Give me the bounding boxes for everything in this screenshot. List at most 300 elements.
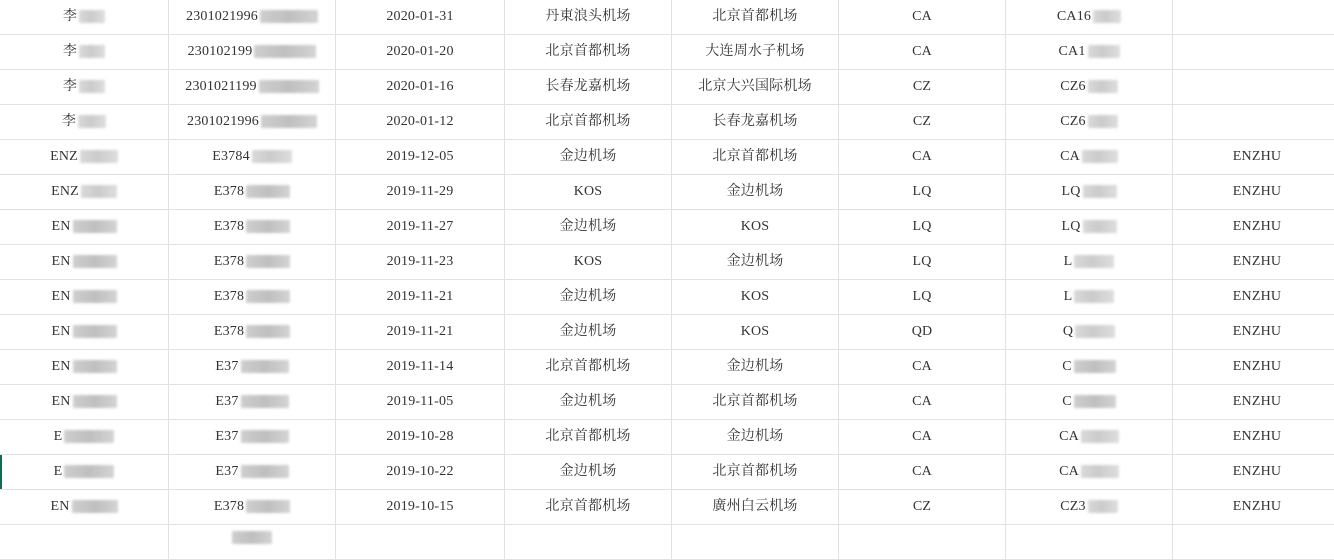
cell-airline_code[interactable] [839, 350, 1006, 385]
cell-id_number[interactable] [169, 315, 336, 350]
cell-flight_date[interactable] [336, 245, 505, 280]
cell-airline_code[interactable] [839, 280, 1006, 315]
table-row[interactable] [0, 35, 1334, 70]
cell-airline_code[interactable] [839, 0, 1006, 35]
cell-content [560, 315, 617, 349]
cell-text: 李 [62, 105, 76, 139]
cell-agent_code[interactable] [1173, 140, 1334, 175]
cell-content [386, 490, 453, 524]
cell-text: 金边机场 [727, 245, 784, 279]
cell-content [913, 70, 931, 104]
cell-agent_code[interactable] [1173, 70, 1334, 105]
cell-content [741, 315, 770, 349]
cell-departure_airport[interactable] [505, 140, 672, 175]
cell-content [51, 350, 116, 384]
cell-arrival_airport[interactable] [672, 0, 839, 35]
cell-flight_date[interactable] [336, 280, 505, 315]
cell-text: E [54, 420, 63, 454]
cell-agent_code[interactable] [1173, 420, 1334, 455]
cell-text: E378 [214, 175, 244, 209]
cell-text: 2020-01-20 [386, 35, 453, 69]
redacted-text-block [79, 10, 105, 23]
cell-agent_code[interactable] [1173, 105, 1334, 140]
redacted-text-block [1074, 290, 1114, 303]
cell-passenger_name[interactable] [0, 280, 169, 315]
cell-text: ENZHU [1233, 280, 1281, 314]
cell-text: 2019-11-21 [387, 280, 454, 314]
cell-content [212, 140, 292, 174]
cell-text: 2020-01-16 [386, 70, 453, 104]
redacted-text-block [241, 430, 289, 443]
cell-text: ENZHU [1233, 245, 1281, 279]
cell-text: CA [912, 420, 932, 454]
cell-departure_airport[interactable] [505, 175, 672, 210]
cell-flight_date[interactable] [336, 490, 505, 525]
cell-passenger_name[interactable] [0, 70, 169, 105]
cell-text: CZ [913, 105, 931, 139]
cell-id_number[interactable] [169, 420, 336, 455]
redacted-text-block [1081, 430, 1119, 443]
cell-id_number[interactable] [169, 35, 336, 70]
cell-flight_number[interactable] [1006, 385, 1173, 420]
cell-id_number[interactable] [169, 0, 336, 35]
cell-content [545, 490, 630, 524]
cell-passenger_name[interactable] [0, 490, 169, 525]
cell-content [1233, 140, 1281, 174]
redacted-text-block [254, 45, 316, 58]
cell-departure_airport[interactable] [505, 245, 672, 280]
cell-content [545, 420, 630, 454]
cell-content [187, 105, 317, 139]
cell-id_number[interactable] [169, 175, 336, 210]
cell-departure_airport[interactable] [505, 280, 672, 315]
cell-airline_code[interactable] [839, 420, 1006, 455]
cell-departure_airport[interactable] [505, 35, 672, 70]
cell-airline_code[interactable] [839, 525, 1006, 560]
cell-flight_number[interactable] [1006, 210, 1173, 245]
cell-arrival_airport[interactable] [672, 245, 839, 280]
cell-flight_number[interactable] [1006, 140, 1173, 175]
cell-text: 2019-11-21 [387, 315, 454, 349]
redacted-text-block [73, 325, 117, 338]
cell-content [50, 140, 118, 174]
table-row[interactable] [0, 0, 1334, 35]
cell-passenger_name[interactable] [0, 210, 169, 245]
cell-text: 李 [63, 70, 77, 104]
cell-content [214, 210, 290, 244]
cell-departure_airport[interactable] [505, 210, 672, 245]
cell-arrival_airport[interactable] [672, 315, 839, 350]
cell-id_number[interactable] [169, 490, 336, 525]
cell-id_number[interactable] [169, 140, 336, 175]
redacted-text-block [252, 150, 292, 163]
redacted-text-block [79, 45, 105, 58]
cell-airline_code[interactable] [839, 35, 1006, 70]
redacted-text-block [1088, 115, 1118, 128]
table-row[interactable] [0, 105, 1334, 140]
cell-text: CZ6 [1060, 70, 1086, 104]
cell-agent_code[interactable] [1173, 490, 1334, 525]
cell-id_number[interactable] [169, 350, 336, 385]
cell-text: CZ [913, 70, 931, 104]
cell-text: CA16 [1057, 0, 1091, 34]
cell-content [185, 70, 318, 104]
cell-content [1058, 35, 1119, 69]
cell-content [387, 280, 454, 314]
cell-text: 金边机场 [560, 280, 617, 314]
cell-airline_code[interactable] [839, 245, 1006, 280]
table-row[interactable] [0, 210, 1334, 245]
cell-passenger_name[interactable] [0, 245, 169, 280]
cell-agent_code[interactable] [1173, 455, 1334, 490]
cell-id_number[interactable] [169, 455, 336, 490]
redacted-text-block [246, 255, 290, 268]
cell-text: E37 [215, 420, 238, 454]
cell-agent_code[interactable] [1173, 210, 1334, 245]
cell-content [912, 455, 932, 489]
cell-content [727, 175, 784, 209]
cell-text: CA [912, 455, 932, 489]
cell-content [386, 0, 453, 34]
cell-content [386, 70, 453, 104]
cell-arrival_airport[interactable] [672, 280, 839, 315]
cell-content [1233, 490, 1281, 524]
cell-agent_code[interactable] [1173, 385, 1334, 420]
cell-content [727, 420, 784, 454]
cell-text: 2019-11-05 [387, 385, 454, 419]
cell-text: 2019-11-23 [387, 245, 454, 279]
redacted-text-block [1088, 80, 1118, 93]
table-row[interactable] [0, 280, 1334, 315]
cell-passenger_name[interactable] [0, 350, 169, 385]
cell-content [545, 105, 630, 139]
cell-content [912, 385, 932, 419]
table-row[interactable] [0, 140, 1334, 175]
cell-arrival_airport[interactable] [672, 105, 839, 140]
cell-arrival_airport[interactable] [672, 420, 839, 455]
cell-flight_number[interactable] [1006, 0, 1173, 35]
cell-arrival_airport[interactable] [672, 35, 839, 70]
cell-text: 李 [63, 35, 77, 69]
cell-text: CA [912, 350, 932, 384]
redacted-text-block [241, 395, 289, 408]
cell-text: 2019-12-05 [386, 140, 453, 174]
cell-content [912, 280, 931, 314]
cell-airline_code[interactable] [839, 385, 1006, 420]
cell-text: 北京首都机场 [712, 0, 797, 34]
cell-content [1064, 245, 1115, 279]
cell-text: 2019-11-14 [387, 350, 454, 384]
cell-content [560, 455, 617, 489]
cell-passenger_name[interactable] [0, 385, 169, 420]
cell-agent_code[interactable] [1173, 35, 1334, 70]
cell-content [215, 350, 288, 384]
cell-agent_code[interactable] [1173, 0, 1334, 35]
cell-arrival_airport[interactable] [672, 455, 839, 490]
redacted-text-block [1083, 220, 1117, 233]
cell-content [63, 0, 105, 34]
cell-text: CA [1059, 420, 1079, 454]
cell-content [51, 210, 116, 244]
cell-agent_code[interactable] [1173, 350, 1334, 385]
cell-content [387, 350, 454, 384]
cell-flight_number[interactable] [1006, 70, 1173, 105]
cell-content [712, 0, 797, 34]
cell-text: KOS [741, 280, 770, 314]
cell-text: 金边机场 [560, 455, 617, 489]
table-row-partial[interactable] [0, 525, 1334, 560]
cell-content [54, 420, 115, 454]
cell-arrival_airport[interactable] [672, 525, 839, 560]
cell-departure_airport[interactable] [505, 525, 672, 560]
cell-passenger_name[interactable] [0, 525, 169, 560]
cell-text: L [1064, 245, 1073, 279]
cell-flight_date[interactable] [336, 350, 505, 385]
redacted-text-block [246, 290, 290, 303]
cell-content [1060, 70, 1118, 104]
redacted-text-block [1081, 465, 1119, 478]
cell-flight_number[interactable] [1006, 420, 1173, 455]
cell-text: ENZHU [1233, 350, 1281, 384]
cell-id_number[interactable] [169, 245, 336, 280]
cell-content [912, 175, 931, 209]
cell-id_number[interactable] [169, 385, 336, 420]
cell-text: EN [51, 315, 70, 349]
cell-departure_airport[interactable] [505, 455, 672, 490]
row-selection-marker [0, 455, 2, 489]
table-row[interactable] [0, 175, 1334, 210]
cell-agent_code[interactable] [1173, 175, 1334, 210]
redacted-text-block [1088, 45, 1120, 58]
cell-text: KOS [741, 210, 770, 244]
cell-content [1233, 280, 1281, 314]
redacted-text-block [79, 80, 105, 93]
cell-content [1063, 315, 1115, 349]
cell-id_number[interactable] [169, 210, 336, 245]
cell-flight_date[interactable] [336, 70, 505, 105]
cell-content [1233, 175, 1281, 209]
cell-text: 230102199 [188, 35, 253, 69]
cell-id_number[interactable] [169, 280, 336, 315]
cell-content [1062, 385, 1116, 419]
cell-text: ENZHU [1233, 175, 1281, 209]
cell-content [51, 175, 117, 209]
cell-text: CZ [913, 490, 931, 524]
cell-flight_date[interactable] [336, 385, 505, 420]
redacted-text-block [246, 500, 290, 513]
cell-text: EN [51, 245, 70, 279]
cell-agent_code[interactable] [1173, 245, 1334, 280]
table-row[interactable] [0, 315, 1334, 350]
cell-content [387, 245, 454, 279]
cell-flight_date[interactable] [336, 210, 505, 245]
cell-text: 2020-01-12 [386, 105, 453, 139]
cell-content [63, 70, 105, 104]
cell-departure_airport[interactable] [505, 70, 672, 105]
cell-flight_number[interactable] [1006, 455, 1173, 490]
table-row[interactable] [0, 245, 1334, 280]
cell-flight_number[interactable] [1006, 245, 1173, 280]
cell-content [574, 245, 603, 279]
cell-content [51, 385, 116, 419]
cell-content [214, 315, 290, 349]
cell-departure_airport[interactable] [505, 385, 672, 420]
cell-text: 北京首都机场 [545, 350, 630, 384]
table-row[interactable] [0, 385, 1334, 420]
cell-content [913, 105, 931, 139]
cell-text: 2020-01-31 [386, 0, 453, 34]
cell-arrival_airport[interactable] [672, 175, 839, 210]
cell-content [386, 105, 453, 139]
cell-content [545, 0, 630, 34]
cell-content [214, 245, 290, 279]
cell-content [560, 210, 617, 244]
redacted-text-block [1093, 10, 1121, 23]
cell-passenger_name[interactable] [0, 315, 169, 350]
redacted-text-block [1088, 500, 1118, 513]
cell-flight_date[interactable] [336, 420, 505, 455]
cell-departure_airport[interactable] [505, 350, 672, 385]
cell-content [741, 280, 770, 314]
cell-flight_date[interactable] [336, 105, 505, 140]
cell-agent_code[interactable] [1173, 315, 1334, 350]
redacted-text-block [259, 80, 319, 93]
cell-content [214, 490, 290, 524]
cell-arrival_airport[interactable] [672, 140, 839, 175]
cell-text: C [1062, 385, 1072, 419]
cell-flight_date[interactable] [336, 455, 505, 490]
cell-airline_code[interactable] [839, 210, 1006, 245]
cell-id_number[interactable] [169, 70, 336, 105]
cell-content [912, 0, 932, 34]
cell-passenger_name[interactable] [0, 140, 169, 175]
cell-content [560, 385, 617, 419]
redacted-text-block [64, 430, 114, 443]
cell-content [1057, 0, 1121, 34]
cell-flight_date[interactable] [336, 315, 505, 350]
cell-passenger_name[interactable] [0, 420, 169, 455]
cell-airline_code[interactable] [839, 70, 1006, 105]
cell-passenger_name[interactable] [0, 175, 169, 210]
cell-airline_code[interactable] [839, 105, 1006, 140]
cell-arrival_airport[interactable] [672, 490, 839, 525]
cell-content [912, 210, 931, 244]
cell-id_number[interactable] [169, 105, 336, 140]
cell-flight_date[interactable] [336, 0, 505, 35]
table-row[interactable] [0, 350, 1334, 385]
cell-departure_airport[interactable] [505, 0, 672, 35]
cell-content [215, 420, 288, 454]
cell-arrival_airport[interactable] [672, 350, 839, 385]
cell-content [1059, 455, 1119, 489]
cell-content [51, 315, 116, 349]
cell-departure_airport[interactable] [505, 315, 672, 350]
cell-flight_number[interactable] [1006, 490, 1173, 525]
cell-flight_number[interactable] [1006, 280, 1173, 315]
cell-text: 金边机场 [727, 420, 784, 454]
redacted-text-block [241, 465, 289, 478]
table-row[interactable] [0, 70, 1334, 105]
cell-text: ENZ [51, 175, 79, 209]
cell-content [712, 490, 797, 524]
cell-text: CA [912, 0, 932, 34]
redacted-text-block [81, 185, 117, 198]
cell-airline_code[interactable] [839, 175, 1006, 210]
cell-flight_date[interactable] [336, 35, 505, 70]
cell-text: CZ3 [1060, 490, 1086, 524]
cell-arrival_airport[interactable] [672, 210, 839, 245]
cell-content [215, 455, 288, 489]
cell-flight_number[interactable] [1006, 350, 1173, 385]
cell-content [386, 455, 453, 489]
redacted-text-block [1074, 395, 1116, 408]
cell-content [545, 35, 630, 69]
cell-flight_number[interactable] [1006, 525, 1173, 560]
cell-flight_number[interactable] [1006, 315, 1173, 350]
table-row[interactable] [0, 490, 1334, 525]
cell-text: 金边机场 [560, 315, 617, 349]
cell-arrival_airport[interactable] [672, 70, 839, 105]
table-row[interactable] [0, 455, 1334, 490]
cell-departure_airport[interactable] [505, 420, 672, 455]
cell-passenger_name[interactable] [0, 455, 169, 490]
cell-content [51, 245, 116, 279]
cell-text: QD [912, 315, 933, 349]
redacted-text-block [1075, 325, 1115, 338]
cell-content [186, 0, 318, 34]
redacted-text-block [241, 360, 289, 373]
cell-content [232, 532, 272, 545]
cell-passenger_name[interactable] [0, 0, 169, 35]
cell-flight_number[interactable] [1006, 105, 1173, 140]
cell-departure_airport[interactable] [505, 490, 672, 525]
cell-flight_number[interactable] [1006, 35, 1173, 70]
cell-flight_date[interactable] [336, 140, 505, 175]
cell-text: L [1064, 280, 1073, 314]
redacted-text-block [246, 185, 290, 198]
cell-content [387, 175, 454, 209]
cell-agent_code[interactable] [1173, 280, 1334, 315]
cell-arrival_airport[interactable] [672, 385, 839, 420]
cell-flight_date[interactable] [336, 175, 505, 210]
cell-id_number[interactable] [169, 525, 336, 560]
cell-flight_date[interactable] [336, 525, 505, 560]
cell-passenger_name[interactable] [0, 105, 169, 140]
cell-text: 北京首都机场 [545, 420, 630, 454]
cell-airline_code[interactable] [839, 140, 1006, 175]
cell-content [912, 315, 933, 349]
cell-text: 长春龙嘉机场 [545, 70, 630, 104]
cell-text: EN [51, 210, 70, 244]
cell-passenger_name[interactable] [0, 35, 169, 70]
cell-content [63, 35, 105, 69]
cell-agent_code[interactable] [1173, 525, 1334, 560]
cell-content [1061, 210, 1116, 244]
cell-text: ENZHU [1233, 420, 1281, 454]
cell-departure_airport[interactable] [505, 105, 672, 140]
cell-content [712, 455, 797, 489]
cell-text: CZ6 [1060, 105, 1086, 139]
cell-airline_code[interactable] [839, 490, 1006, 525]
cell-airline_code[interactable] [839, 455, 1006, 490]
table-row[interactable] [0, 420, 1334, 455]
cell-text: ENZHU [1233, 315, 1281, 349]
redacted-text-block [72, 500, 118, 513]
cell-airline_code[interactable] [839, 315, 1006, 350]
cell-text: 北京首都机场 [545, 105, 630, 139]
cell-flight_number[interactable] [1006, 175, 1173, 210]
cell-text: 金边机场 [560, 140, 617, 174]
